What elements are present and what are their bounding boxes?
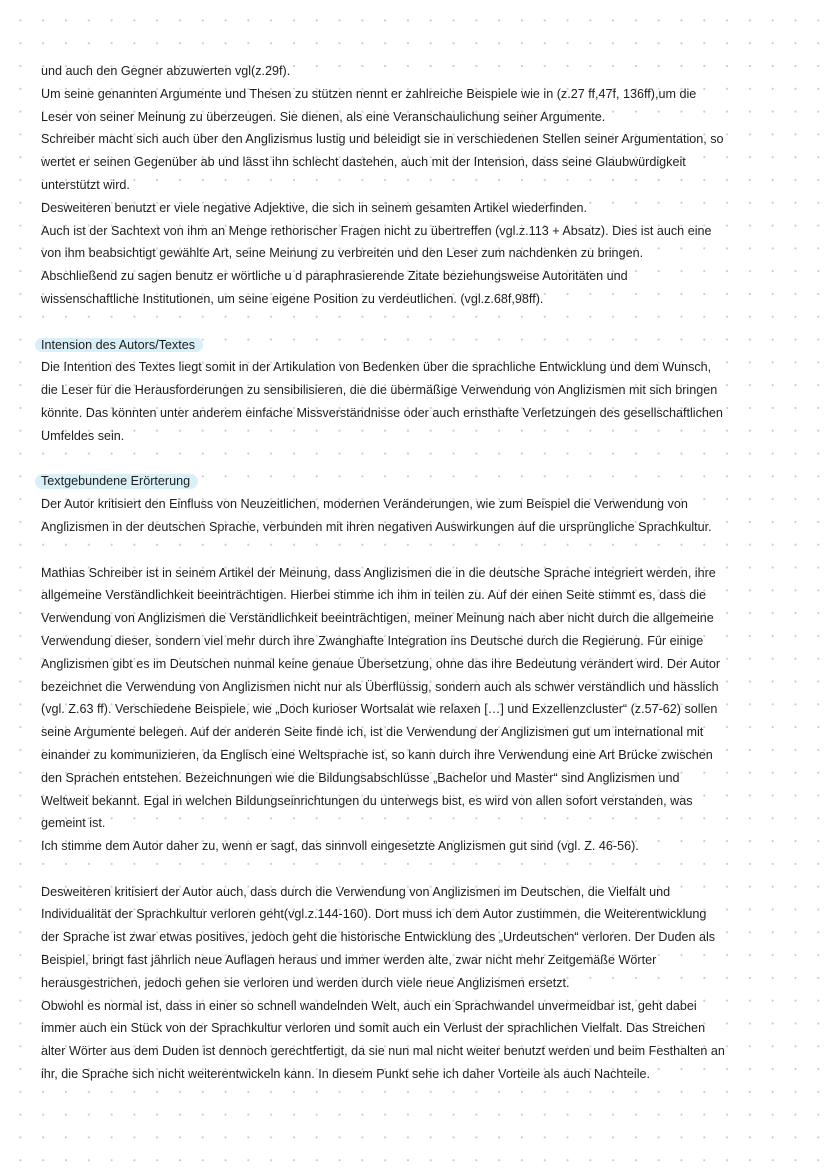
text-line: Der Autor kritisiert den Einfluss von Neuzeitlichen, modernen Veränderungen, wie zum Beispiel die Verwendung von [41,497,688,512]
text-line: gemeint ist. [41,816,106,831]
spacer [41,448,789,471]
text-line: Verwendung dieser, sondern viel mehr durch ihre Zwanghafte Integration ins Deutsche durch die Regierung. Für einige [41,633,704,648]
text-line: Verwendung von Anglizismen die Verständlichkeit beeinträchtigen, meiner Meinung nach aber nicht durch die allgemeine [41,611,714,626]
intention-heading: Intension des Autors/Textes [41,334,195,357]
text-line: und auch den Gegner abzuwerten vgl(z.29f). [41,64,291,78]
text-line: Auch ist der Sachtext von ihm an Menge rethorischer Fragen nicht zu übertreffen (vgl.z.113 + Absatz). Dies ist auch eine [41,223,712,238]
text-line: könnte. Das könnten unter anderem einfache Missverständnisse oder auch ernsthafte Verletzungen des gesellschaftlichen [41,405,723,420]
text-line: wertet er seinen Gegenüber ab und lässt ihn schlecht dastehen, auch mit der Intension, dass seine Glaubwürdigkeit [41,155,686,170]
intro-paragraph [41,60,789,311]
text-line: allgemeine Verständlichkeit beeinträchtigen. Hierbei stimme ich ihm in teilen zu. Auf der einen Seite stimmt es, dass die [41,588,707,603]
text-line: Schreiber macht sich auch über den Anglizismus lustig und beleidigt sie in verschiedenen Stellen seiner Argumentation, so [41,132,724,147]
text-line: Anglizismen gibt es im Deutschen nunmal keine genaue Übersetzung, ohne das ihre Bedeutung verändert wird. Der Autor [41,656,721,671]
text-line: seine Argumente belegen. Auf der anderen Seite finde ich, ist die Verwendung der Anglizismen gut um international mit [41,725,704,740]
text-line: herausgestrichen, jedoch gehen sie verloren und werden durch viele neue Anglizismen ersetzt. [41,975,570,990]
text-line: immer auch ein Stück von der Sprachkultur verloren und somit auch ein Verlust der sprachlichen Vielfalt. Das Streichen [41,1021,706,1036]
text-line: von ihm beabsichtigt gewählte Art, seine Meinung zu verbreiten und den Leser zum nachdenken zu bringen. [41,246,644,261]
text-line: einander zu kommunizieren, da Englisch eine Weltsprache ist, so kann durch ihre Verwendung eine Art Brücke zwischen [41,747,713,762]
text-line: Obwohl es normal ist, dass in einer so schnell wandelnden Welt, auch ein Sprachwandel unvermeidbar ist, geht dabei [41,998,697,1013]
text-line: (vgl. Z.63 ff). Verschiedene Beispiele, wie „Doch kurioser Wortsalat wie relaxen […] und Exzellenzcluster“ (z.57-62) sollen [41,702,718,717]
text-line: die Leser für die Herausforderungen zu sensibilisieren, die die übermäßige Verwendung von Anglizismen mit sich bringen [41,383,718,398]
text-line: Beispiel, bringt fast jährlich neue Auflagen heraus und immer werden alte, zwar nicht mehr Zeitgemäße Wörter [41,953,657,968]
spacer [41,858,789,881]
text-line: Ich stimme dem Autor daher zu, wenn er sagt, das sinnvoll eingesetzte Anglizismen gut sind (vgl. Z. 46-56). [41,839,639,854]
text-line: den Sprachen entstehen. Bezeichnungen wie die Bildungsabschlüsse „Bachelor und Master“ sind Anglizismen und [41,770,680,785]
text-line: Weltweit bekannt. Egal in welchen Bildungseinrichtungen du unterwegs bist, es wird von allen sofort verstanden, was [41,793,693,808]
text-line: Desweiteren kritisiert der Autor auch, dass durch die Verwendung von Anglizismen im Deutschen, die Vielfalt und [41,884,671,899]
eroerterung-heading: Textgebundene Erörterung [41,470,190,493]
text-line: Desweiteren benutzt er viele negative Adjektive, die sich in seinem gesamten Artikel wiederfinden. [41,200,588,215]
text-line: Umfeldes sein. [41,428,125,443]
spacer [41,539,789,562]
text-line: alter Wörter aus dem Duden ist dennoch gerechtfertigt, da sie nun mal nicht weiter benutzt werden und beim Festhalten an [41,1044,725,1059]
text-line: Die Intention des Textes liegt somit in der Artikulation von Bedenken über die sprachliche Entwicklung und dem Wunsch, [41,360,712,375]
intention-section [41,334,789,448]
text-line: Um seine genannten Argumente und Thesen zu stützen nennt er zahlreiche Beispiele wie in (z.27 ff,47f, 136ff),um die [41,86,697,101]
text-line: der Sprache ist zwar etwas positives, jedoch geht die historische Entwicklung des „Urdeutschen“ verloren. Der Duden als [41,930,716,945]
text-line: Mathias Schreiber ist in seinem Artikel der Meinung, dass Anglizismen die in die deutsche Sprache integriert werden, ihre [41,565,716,580]
text-line: Anglizismen in der deutschen Sprache, verbunden mit ihren negativen Auswirkungen auf die ursprüngliche Sprachkultur. [41,519,712,534]
text-line: Individualität der Sprachkultur verloren geht(vgl.z.144-160). Dort muss ich dem Autor zustimmen, die Weiterentwicklung [41,907,707,922]
text-line: ihr, die Sprache sich nicht weiterentwickeln kann. In diesem Punkt sehe ich daher Vorteile als auch Nachteile. [41,1067,651,1082]
document-page [41,60,789,1086]
text-line: wissenschaftliche Institutionen, um seine eigene Position zu verdeutlichen. (vgl.z.68f,98ff). [41,291,544,306]
eroerterung-section [41,470,789,1086]
text-line: Abschließend zu sagen benutz er wörtliche u d paraphrasierende Zitate beziehungsweise Autoritäten und [41,269,628,284]
text-line: unterstützt wird. [41,177,130,192]
spacer [41,311,789,334]
text-line: Leser von seiner Meinung zu überzeugen. Sie dienen, als eine Veranschaulichung seiner Argumente. [41,109,606,124]
text-line: bezeichnet die Verwendung von Anglizismen nicht nur als Überflüssig, sondern auch als schwer verständlich und hässlich [41,679,719,694]
